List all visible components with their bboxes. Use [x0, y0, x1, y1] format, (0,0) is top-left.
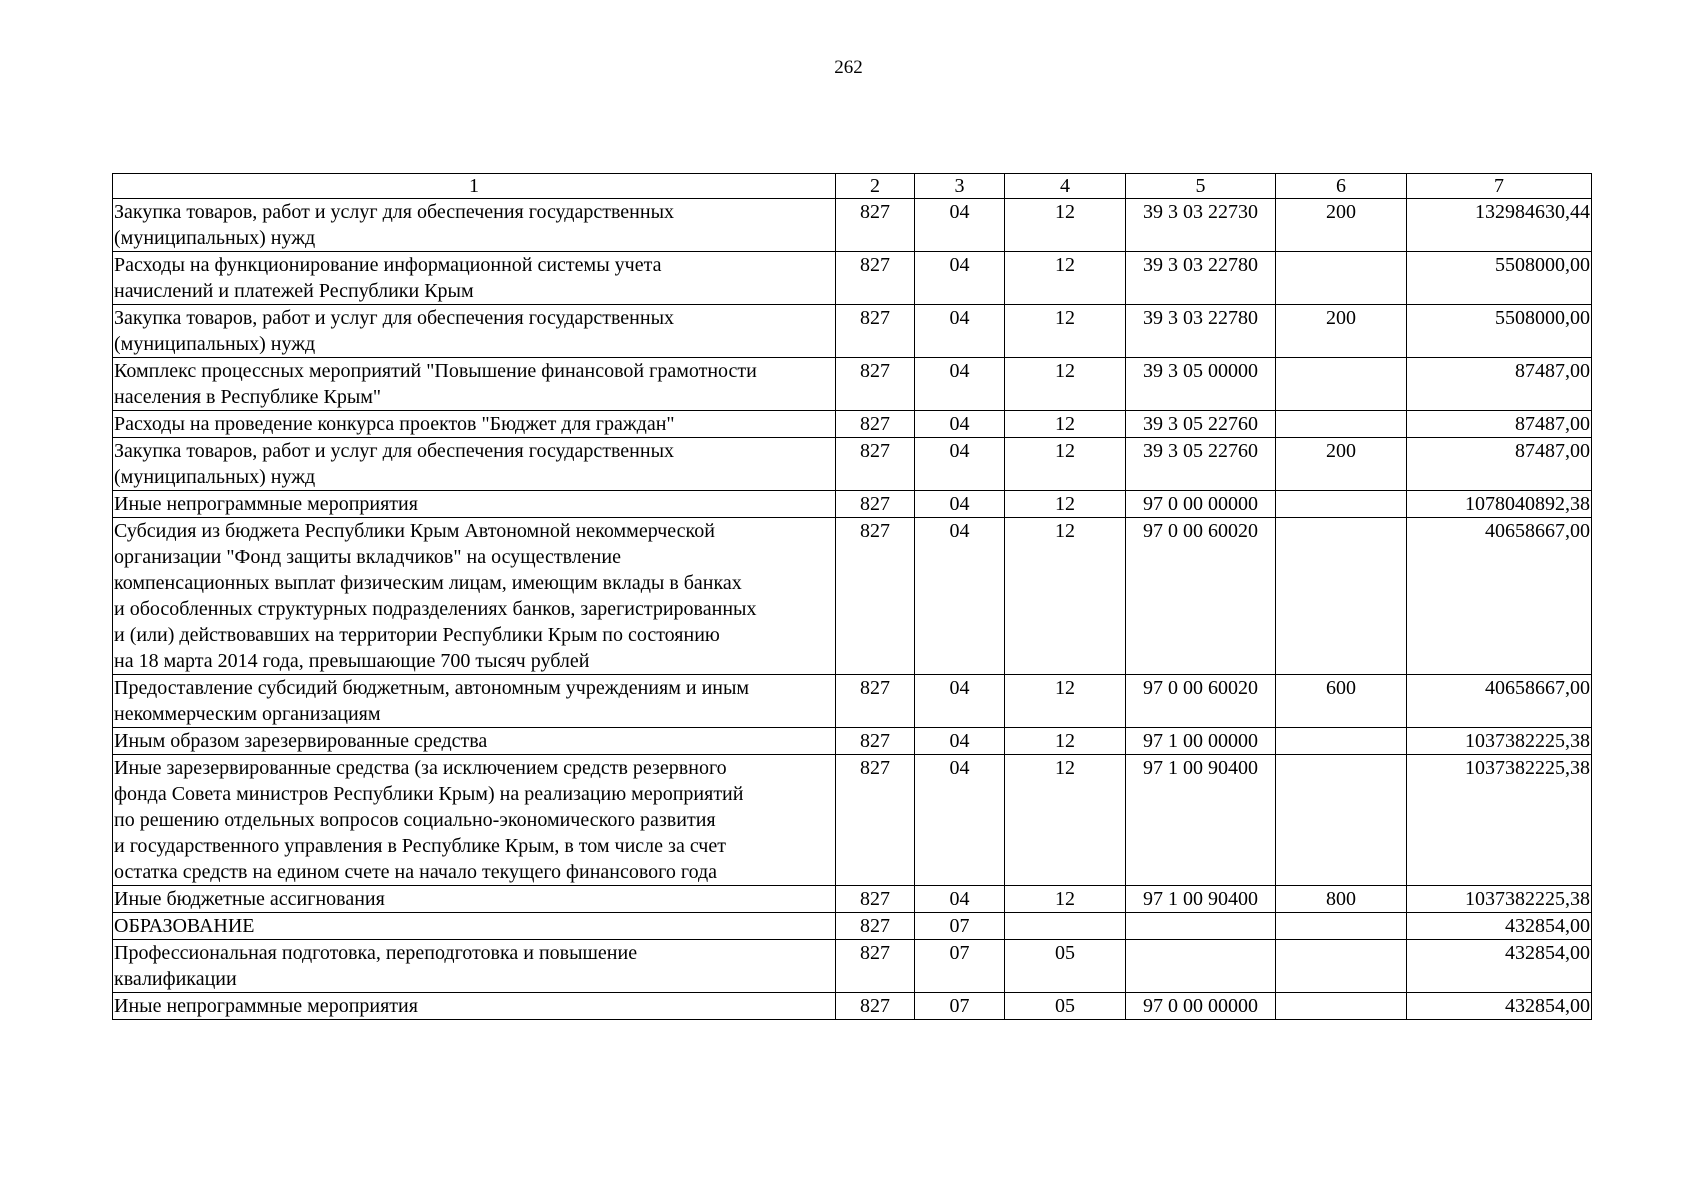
amount: 132984630,44 — [1407, 199, 1592, 252]
admin-code: 827 — [836, 728, 915, 755]
target-article-code: 39 3 03 22780 — [1126, 305, 1276, 358]
target-article-code: 97 0 00 00000 — [1126, 993, 1276, 1020]
row-name-line: Комплекс процессных мероприятий "Повышение финансовой грамотности — [114, 360, 757, 382]
expense-type-code — [1276, 491, 1407, 518]
amount: 432854,00 — [1407, 913, 1592, 940]
table-row — [113, 438, 1592, 491]
target-article-code: 97 0 00 60020 — [1126, 675, 1276, 728]
header-col-3: 3 — [915, 174, 1005, 199]
row-name-line: на 18 марта 2014 года, превышающие 700 тысяч рублей — [114, 650, 590, 672]
admin-code: 827 — [836, 411, 915, 438]
row-name-line: (муниципальных) нужд — [114, 466, 316, 488]
admin-code: 827 — [836, 993, 915, 1020]
table-row — [113, 675, 1592, 728]
table-row — [113, 199, 1592, 252]
section-code: 04 — [915, 199, 1005, 252]
budget-table — [112, 173, 1592, 1020]
admin-code: 827 — [836, 491, 915, 518]
section-code: 04 — [915, 886, 1005, 913]
row-name-line: квалификации — [114, 968, 237, 990]
row-name-line: остатка средств на едином счете на начало текущего финансового года — [114, 861, 718, 883]
row-name-line: (муниципальных) нужд — [114, 227, 316, 249]
row-name-line: начислений и платежей Республики Крым — [114, 280, 474, 302]
table-row — [113, 358, 1592, 411]
table-row — [113, 728, 1592, 755]
amount: 5508000,00 — [1407, 305, 1592, 358]
target-article-code: 97 1 00 90400 — [1126, 755, 1276, 886]
amount: 1037382225,38 — [1407, 886, 1592, 913]
table-row — [113, 755, 1592, 886]
row-name — [113, 411, 836, 438]
row-name-line: Иные непрограммные мероприятия — [114, 493, 418, 515]
table-row — [113, 305, 1592, 358]
expense-type-code — [1276, 913, 1407, 940]
table-row — [113, 491, 1592, 518]
section-code: 07 — [915, 913, 1005, 940]
target-article-code: 39 3 05 00000 — [1126, 358, 1276, 411]
expense-type-code: 800 — [1276, 886, 1407, 913]
admin-code: 827 — [836, 755, 915, 886]
row-name-line: Иные зарезервированные средства (за исключением средств резервного — [114, 757, 727, 779]
row-name-line: и обособленных структурных подразделениях банков, зарегистрированных — [114, 598, 757, 620]
table-row — [113, 518, 1592, 675]
header-col-2: 2 — [836, 174, 915, 199]
header-col-4: 4 — [1005, 174, 1126, 199]
amount: 432854,00 — [1407, 940, 1592, 993]
row-name-line: Иные непрограммные мероприятия — [114, 995, 418, 1017]
row-name-line: Закупка товаров, работ и услуг для обеспечения государственных — [114, 307, 675, 329]
expense-type-code: 200 — [1276, 199, 1407, 252]
target-article-code: 39 3 05 22760 — [1126, 438, 1276, 491]
admin-code: 827 — [836, 518, 915, 675]
admin-code: 827 — [836, 305, 915, 358]
admin-code: 827 — [836, 886, 915, 913]
admin-code: 827 — [836, 438, 915, 491]
header-col-6: 6 — [1276, 174, 1407, 199]
row-name-line: некоммерческим организациям — [114, 703, 381, 725]
expense-type-code — [1276, 755, 1407, 886]
section-code: 04 — [915, 252, 1005, 305]
table-row — [113, 252, 1592, 305]
row-name — [113, 491, 836, 518]
row-name — [113, 675, 836, 728]
row-name-line: Профессиональная подготовка, переподготовка и повышение — [114, 942, 638, 964]
row-name — [113, 755, 836, 886]
amount: 87487,00 — [1407, 358, 1592, 411]
row-name-line: Расходы на проведение конкурса проектов "Бюджет для граждан" — [114, 413, 675, 435]
amount: 5508000,00 — [1407, 252, 1592, 305]
target-article-code: 97 1 00 90400 — [1126, 886, 1276, 913]
row-name-line: Иные бюджетные ассигнования — [114, 888, 385, 910]
target-article-code: 97 0 00 60020 — [1126, 518, 1276, 675]
subsection-code: 05 — [1005, 993, 1126, 1020]
target-article-code: 97 0 00 00000 — [1126, 491, 1276, 518]
target-article-code: 97 1 00 00000 — [1126, 728, 1276, 755]
row-name — [113, 728, 836, 755]
table-row — [113, 411, 1592, 438]
row-name-line: Закупка товаров, работ и услуг для обеспечения государственных — [114, 201, 675, 223]
row-name-line: Закупка товаров, работ и услуг для обеспечения государственных — [114, 440, 675, 462]
subsection-code: 12 — [1005, 438, 1126, 491]
section-code: 04 — [915, 358, 1005, 411]
row-name-line: Предоставление субсидий бюджетным, автономным учреждениям и иным — [114, 677, 750, 699]
target-article-code: 39 3 03 22780 — [1126, 252, 1276, 305]
amount: 40658667,00 — [1407, 675, 1592, 728]
row-name-line: по решению отдельных вопросов социально-экономического развития — [114, 809, 716, 831]
subsection-code: 12 — [1005, 755, 1126, 886]
target-article-code: 39 3 05 22760 — [1126, 411, 1276, 438]
table-row — [113, 993, 1592, 1020]
row-name — [113, 305, 836, 358]
row-name-line: и (или) действовавших на территории Республики Крым по состоянию — [114, 624, 720, 646]
expense-type-code: 200 — [1276, 305, 1407, 358]
row-name-line: (муниципальных) нужд — [114, 333, 316, 355]
subsection-code: 12 — [1005, 675, 1126, 728]
amount: 87487,00 — [1407, 438, 1592, 491]
admin-code: 827 — [836, 358, 915, 411]
header-col-7: 7 — [1407, 174, 1592, 199]
subsection-code: 12 — [1005, 305, 1126, 358]
subsection-code: 05 — [1005, 940, 1126, 993]
section-code: 04 — [915, 305, 1005, 358]
subsection-code: 12 — [1005, 252, 1126, 305]
target-article-code: 39 3 03 22730 — [1126, 199, 1276, 252]
row-name — [113, 518, 836, 675]
table-row — [113, 913, 1592, 940]
expense-type-code: 600 — [1276, 675, 1407, 728]
expense-type-code — [1276, 411, 1407, 438]
target-article-code — [1126, 940, 1276, 993]
amount: 40658667,00 — [1407, 518, 1592, 675]
row-name — [113, 252, 836, 305]
target-article-code — [1126, 913, 1276, 940]
page-number: 262 — [834, 57, 863, 78]
row-name — [113, 993, 836, 1020]
section-code: 04 — [915, 411, 1005, 438]
row-name-line: населения в Республике Крым" — [114, 386, 382, 408]
table-body — [113, 199, 1592, 1020]
expense-type-code — [1276, 358, 1407, 411]
expense-type-code — [1276, 993, 1407, 1020]
admin-code: 827 — [836, 913, 915, 940]
header-col-5: 5 — [1126, 174, 1276, 199]
expense-type-code — [1276, 252, 1407, 305]
section-code: 04 — [915, 518, 1005, 675]
subsection-code: 12 — [1005, 518, 1126, 675]
expense-type-code — [1276, 518, 1407, 675]
amount: 1037382225,38 — [1407, 755, 1592, 886]
row-name-line: и государственного управления в Республике Крым, в том числе за счет — [114, 835, 726, 857]
amount: 1078040892,38 — [1407, 491, 1592, 518]
section-code: 04 — [915, 675, 1005, 728]
row-name — [113, 358, 836, 411]
table-row — [113, 940, 1592, 993]
table-row — [113, 886, 1592, 913]
subsection-code: 12 — [1005, 491, 1126, 518]
row-name-line: ОБРАЗОВАНИЕ — [114, 915, 255, 937]
header-col-1: 1 — [113, 174, 836, 199]
subsection-code: 12 — [1005, 886, 1126, 913]
row-name-line: организации "Фонд защиты вкладчиков" на осуществление — [114, 546, 621, 568]
expense-type-code — [1276, 940, 1407, 993]
row-name-line: фонда Совета министров Республики Крым) на реализацию мероприятий — [114, 783, 744, 805]
amount: 432854,00 — [1407, 993, 1592, 1020]
row-name-line: Расходы на функционирование информационной системы учета — [114, 254, 662, 276]
row-name — [113, 438, 836, 491]
table-header-row — [113, 174, 1592, 199]
section-code: 07 — [915, 940, 1005, 993]
row-name — [113, 199, 836, 252]
subsection-code: 12 — [1005, 199, 1126, 252]
section-code: 04 — [915, 438, 1005, 491]
section-code: 04 — [915, 755, 1005, 886]
row-name-line: Иным образом зарезервированные средства — [114, 730, 488, 752]
row-name-line: Субсидия из бюджета Республики Крым Автономной некоммерческой — [114, 520, 715, 542]
expense-type-code — [1276, 728, 1407, 755]
expense-type-code: 200 — [1276, 438, 1407, 491]
admin-code: 827 — [836, 252, 915, 305]
subsection-code: 12 — [1005, 358, 1126, 411]
admin-code: 827 — [836, 199, 915, 252]
amount: 87487,00 — [1407, 411, 1592, 438]
row-name-line: компенсационных выплат физическим лицам, имеющим вклады в банках — [114, 572, 742, 594]
amount: 1037382225,38 — [1407, 728, 1592, 755]
admin-code: 827 — [836, 675, 915, 728]
subsection-code: 12 — [1005, 411, 1126, 438]
row-name — [113, 913, 836, 940]
section-code: 04 — [915, 491, 1005, 518]
admin-code: 827 — [836, 940, 915, 993]
subsection-code — [1005, 913, 1126, 940]
subsection-code: 12 — [1005, 728, 1126, 755]
row-name — [113, 940, 836, 993]
row-name — [113, 886, 836, 913]
section-code: 07 — [915, 993, 1005, 1020]
section-code: 04 — [915, 728, 1005, 755]
